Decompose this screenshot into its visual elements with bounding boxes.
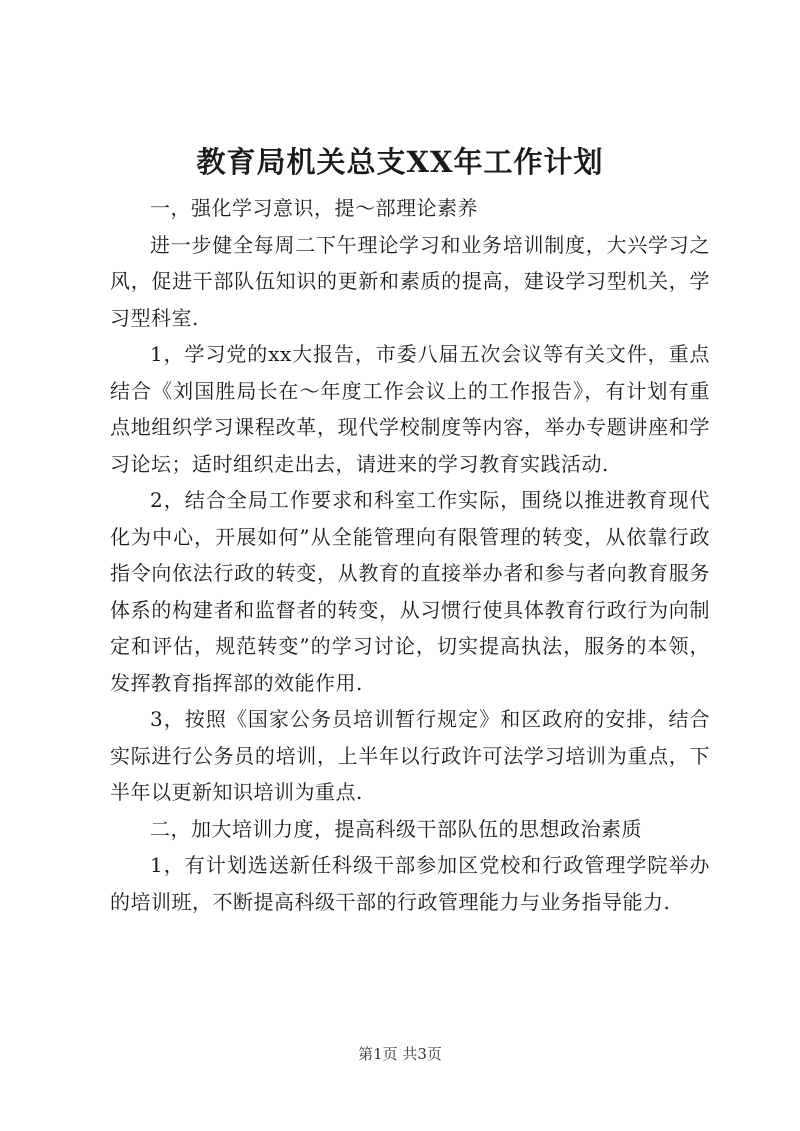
paragraph: 1，有计划选送新任科级干部参加区党校和行政管理学院举办的培训班，不断提高科级干部的行政管理能力与业务指导能力. <box>110 853 710 914</box>
section-heading-1: 一，强化学习意识，提～部理论素养 <box>150 196 478 220</box>
paragraph: 2，结合全局工作要求和科室工作实际，围绕以推进教育现代化为中心，开展如何”从全能管理向有限管理的转变，从依靠行政指令向依法行政的转变，从教育的直接举办者和参与者向教育服务体系的构建者和监督者的转变，从习惯行使具体教育行政行为向制定和评估，规范转变”的学习讨论，切实提高执法，服务的本领，发挥教育指挥部的效能作用. <box>110 488 710 695</box>
page-footer: 第1页 共3页 <box>358 1045 442 1063</box>
section-heading-2: 二，加大培训力度，提高科级干部队伍的思想政治素质 <box>150 816 642 841</box>
paragraph: 1，学习党的xx大报告，市委八届五次会议等有关文件，重点结合《刘国胜局长在～年度工作会议上的工作报告》，有计划有重点地组织学习课程改革，现代学校制度等内容，举办专题讲座和学习论坛；适时组织走出去，请进来的学习教育实践活动. <box>110 342 710 476</box>
paragraph: 3，按照《国家公务员培训暂行规定》和区政府的安排，结合实际进行公务员的培训，上半年以行政许可法学习培训为重点，下半年以更新知识培训为重点. <box>110 707 710 804</box>
document-body <box>110 190 710 920</box>
document-title: 教育局机关总支XX年工作计划 <box>196 145 604 179</box>
paragraph: 进一步健全每周二下午理论学习和业务培训制度，大兴学习之风，促进干部队伍知识的更新和素质的提高，建设学习型机关，学习型科室. <box>110 232 710 330</box>
